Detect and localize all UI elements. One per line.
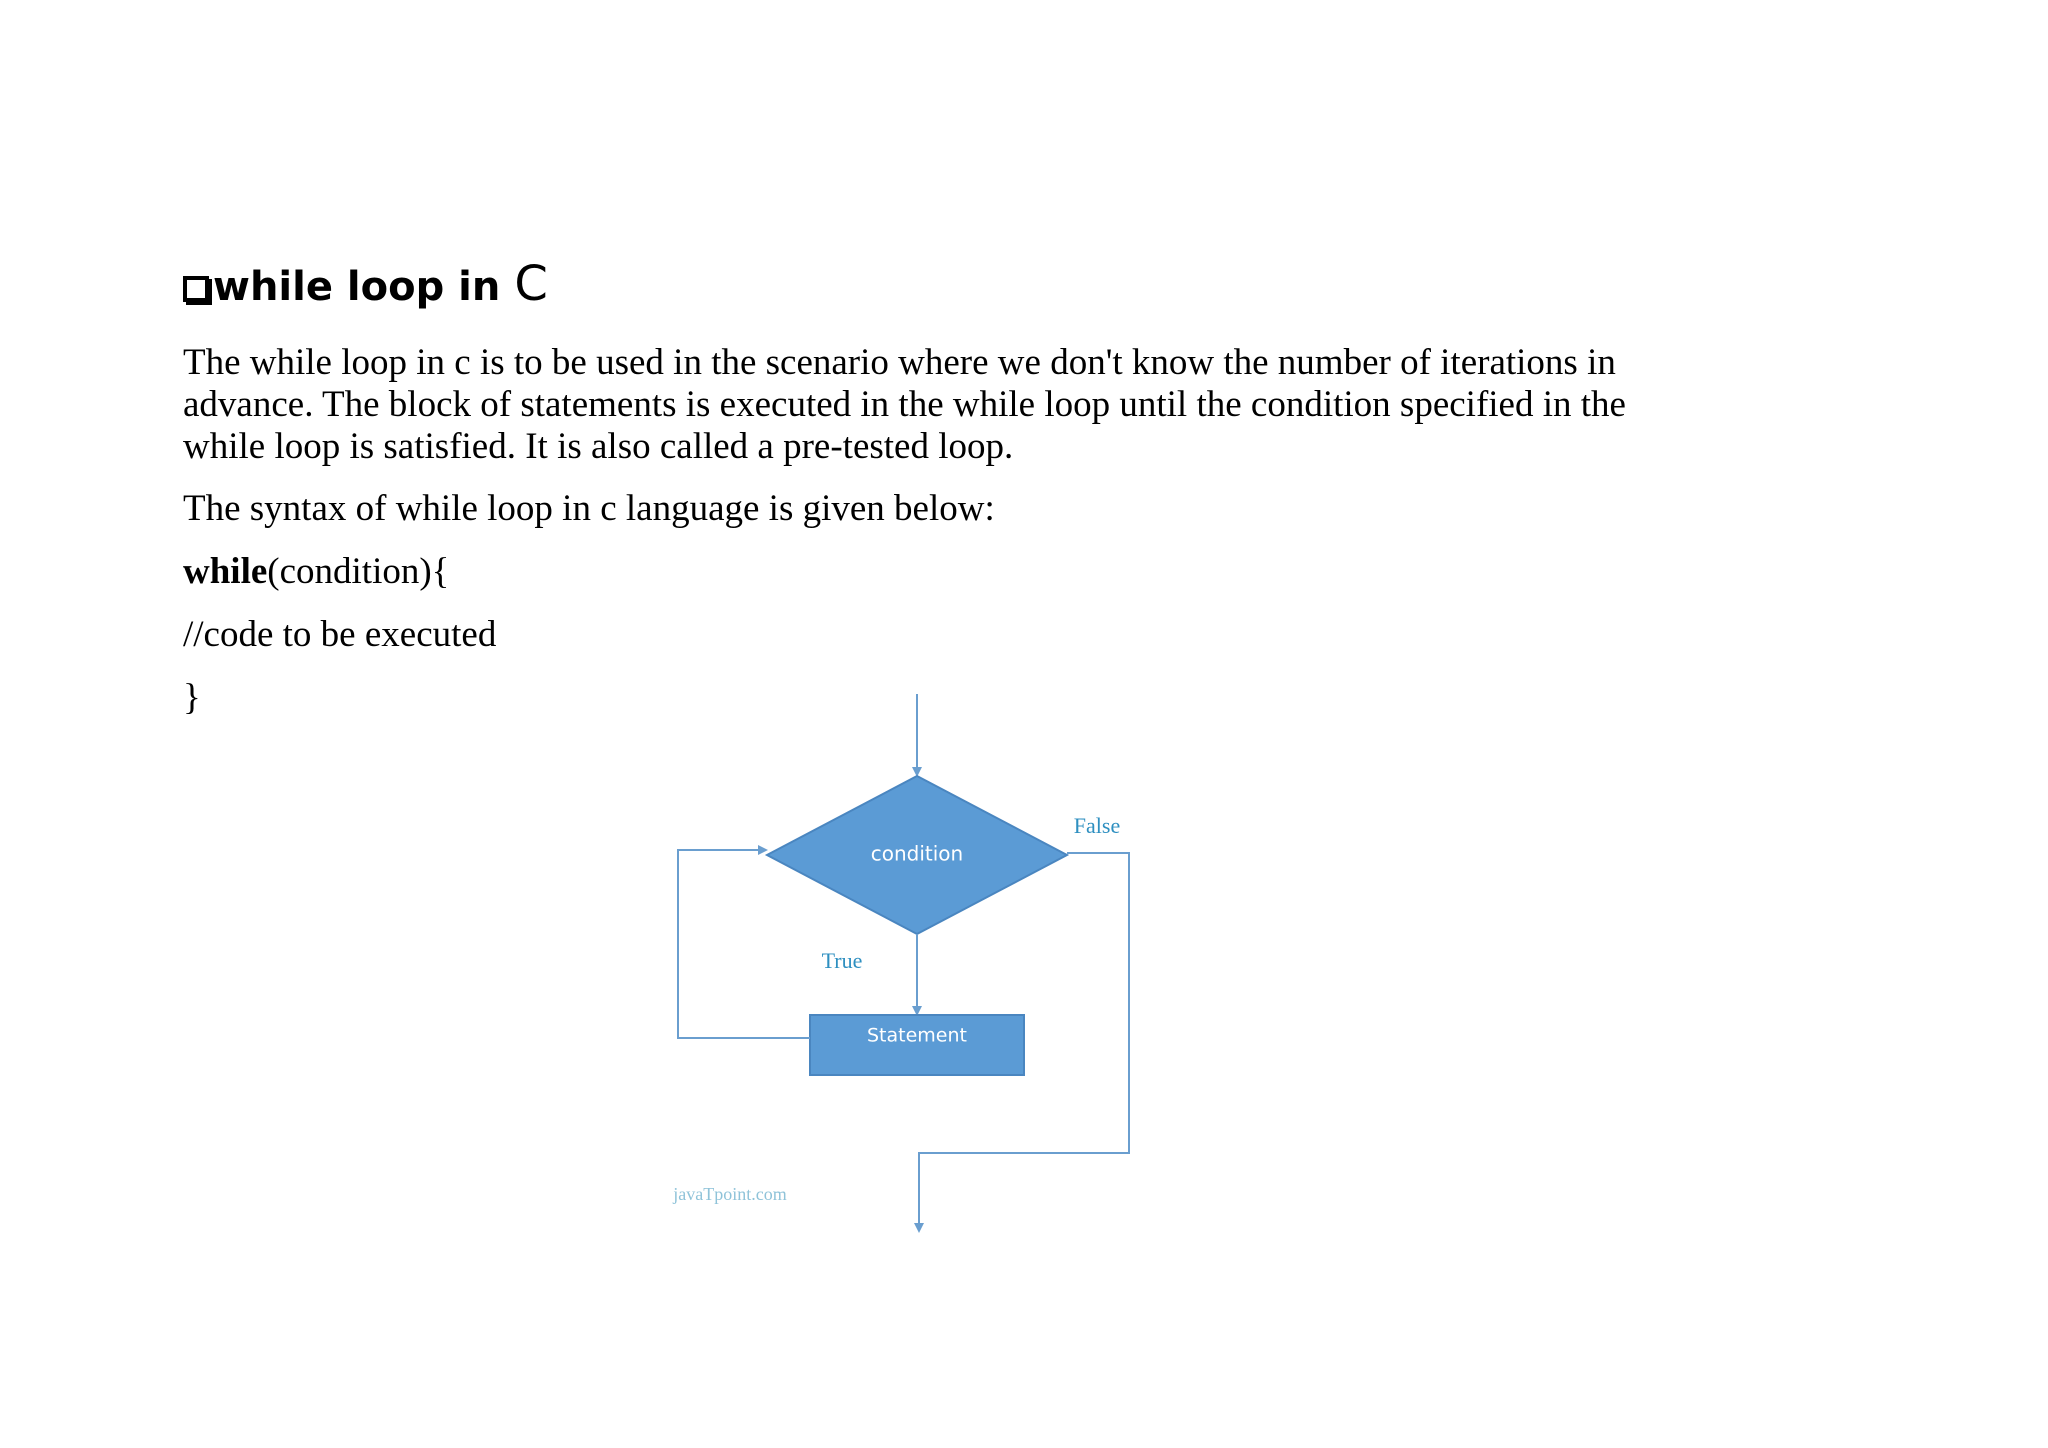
description-paragraph (183, 342, 1626, 468)
heading-title: while loop in (213, 264, 501, 310)
condition-label: condition (870, 841, 964, 866)
while-loop-flowchart (650, 680, 1170, 1240)
paragraph-line: while loop is satisfied. It is also called a pre-tested loop. (183, 426, 1014, 467)
watermark-text: javaTpoint.com (673, 1184, 787, 1204)
paragraph-line: The while loop in c is to be used in the scenario where we don't know the number of iterations in (183, 342, 1616, 383)
false-label: False (1073, 813, 1121, 838)
code-line-body: //code to be executed (183, 614, 497, 655)
code-condition: (condition){ (267, 551, 450, 592)
code-line-close: } (183, 677, 201, 718)
syntax-intro: The syntax of while loop in c language is given below: (183, 488, 995, 529)
paragraph-line: advance. The block of statements is executed in the while loop until the condition specified in the (183, 384, 1626, 425)
heading-c-letter: C (514, 256, 548, 312)
checkbox-bullet-icon (183, 276, 209, 302)
code-keyword: while (183, 551, 268, 592)
statement-label: Statement (867, 1024, 967, 1047)
code-line-while (183, 551, 449, 593)
loop-back-line (678, 850, 810, 1038)
section-heading (183, 256, 548, 316)
true-label: True (821, 948, 863, 973)
